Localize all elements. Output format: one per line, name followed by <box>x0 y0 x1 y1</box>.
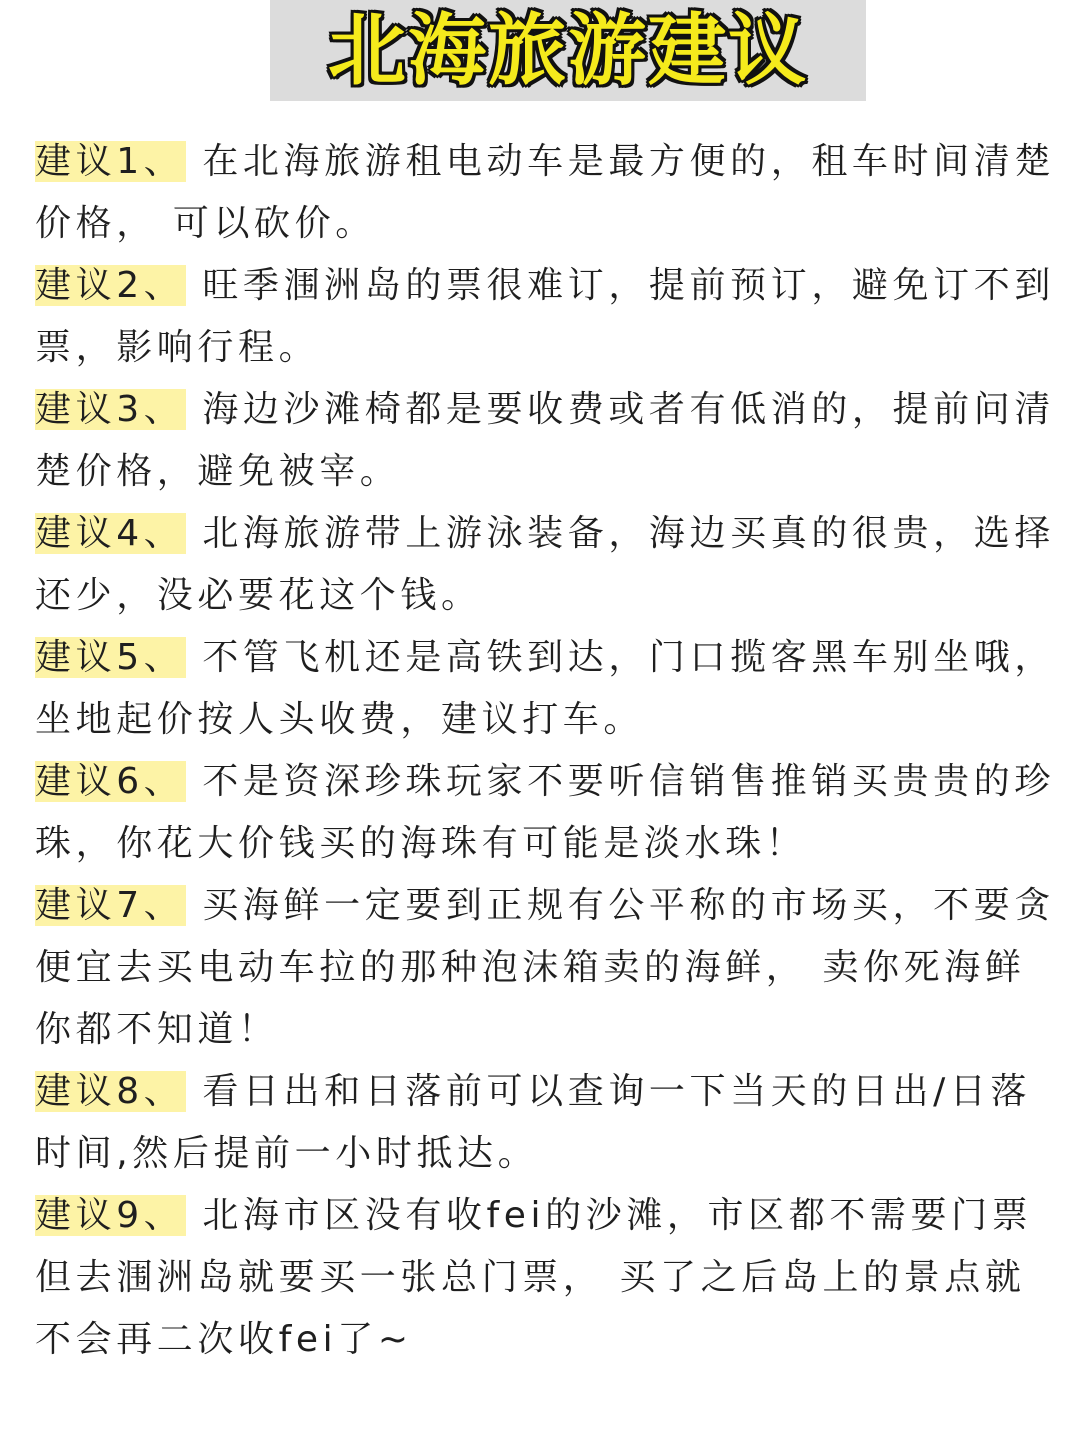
tip-label: 建议1、 <box>35 141 185 182</box>
tip-label: 建议3、 <box>35 389 185 430</box>
tip-label: 建议6、 <box>35 761 185 802</box>
tip-item <box>35 627 1055 751</box>
tip-text: 旺季涠洲岛的票很难订，提前预订，避免订不到票，影响行程。 <box>35 265 1055 368</box>
tip-label: 建议2、 <box>35 265 185 306</box>
tip-text: 海边沙滩椅都是要收费或者有低消的，提前问清楚价格，避免被宰。 <box>35 389 1055 492</box>
tip-text: 北海旅游带上游泳装备，海边买真的很贵，选择还少，没必要花这个钱。 <box>35 513 1055 616</box>
tip-text: 看日出和日落前可以查询一下当天的日出/日落时间,然后提前一小时抵达。 <box>35 1071 1032 1174</box>
tip-label: 建议8、 <box>35 1071 185 1112</box>
tip-text: 北海市区没有收fei的沙滩，市区都不需要门票但去涠洲岛就要买一张总门票， 买了之后岛上的景点就不会再二次收fei了~ <box>35 1195 1033 1360</box>
tip-item <box>35 751 1055 875</box>
tip-text: 买海鲜一定要到正规有公平称的市场买，不要贪便宜去买电动车拉的那种泡沫箱卖的海鲜， 卖你死海鲜你都不知道！ <box>35 885 1055 1050</box>
tip-item <box>35 503 1055 627</box>
tip-text: 不管飞机还是高铁到达，门口揽客黑车别坐哦，坐地起价按人头收费，建议打车。 <box>35 637 1055 740</box>
tip-item <box>35 1061 1055 1185</box>
tip-item <box>35 1185 1055 1371</box>
tip-item <box>35 875 1055 1061</box>
tip-item <box>35 379 1055 503</box>
title-banner <box>270 0 866 101</box>
tip-text: 在北海旅游租电动车是最方便的，租车时间清楚价格， 可以砍价。 <box>35 141 1055 244</box>
page-title: 北海旅游建议 <box>327 5 808 96</box>
tip-label: 建议7、 <box>35 885 185 926</box>
tip-item <box>35 255 1055 379</box>
tip-label: 建议5、 <box>35 637 185 678</box>
tip-text: 不是资深珍珠玩家不要听信销售推销买贵贵的珍珠，你花大价钱买的海珠有可能是淡水珠！ <box>35 761 1055 864</box>
tips-list <box>35 131 1055 1371</box>
tip-label: 建议4、 <box>35 513 185 554</box>
tip-item <box>35 131 1055 255</box>
tip-label: 建议9、 <box>35 1195 185 1236</box>
